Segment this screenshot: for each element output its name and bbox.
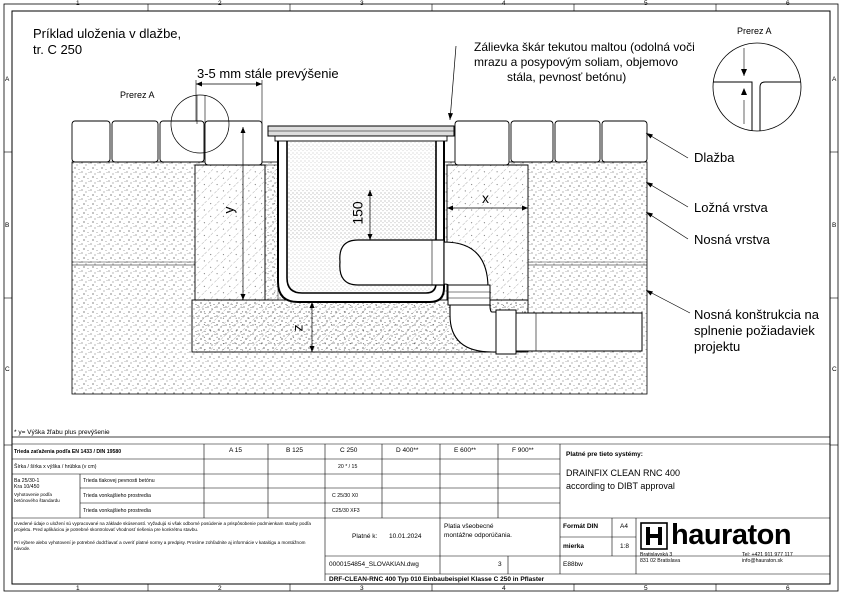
callout-bedding: Ložná vrstva xyxy=(694,200,768,215)
footnote: * y= Výška žľabu plus prevýšenie xyxy=(14,429,110,436)
eng-row-3-label: Trieda vonkajšieho prostredia xyxy=(83,508,151,514)
eng-row-3-value: C25/30 XF3 xyxy=(332,508,360,514)
row-label-c: C xyxy=(5,366,10,373)
width-row-value: 20 * / 15 xyxy=(338,464,358,470)
file-name: 0000154854_SLOVAKIAN.dwg xyxy=(329,561,419,568)
format-value: A4 xyxy=(620,523,628,530)
hauraton-logo: hauraton xyxy=(671,519,792,551)
eng-left-3: Vyhotovenie podľa betónového štandardu xyxy=(14,492,60,503)
column-label-1: 1 xyxy=(76,0,80,7)
column-label-4: 4 xyxy=(502,0,506,7)
column-label-1-bottom: 1 xyxy=(76,585,80,592)
row-label-c-right: C xyxy=(832,366,837,373)
column-label-2-bottom: 2 xyxy=(218,585,222,592)
dimension-x: x xyxy=(482,190,489,206)
section-label-right: Prerez A xyxy=(737,26,772,36)
row-label-a-right: A xyxy=(832,76,837,83)
eng-left-1: Ba 25/30-1 xyxy=(14,478,40,484)
row-label-b-right: B xyxy=(832,222,837,229)
language-code: E88bw xyxy=(563,561,583,568)
column-label-5: 5 xyxy=(644,0,648,7)
section-label-left: Prerez A xyxy=(120,90,155,100)
valid-systems-label: Platné pre tieto systémy: xyxy=(566,451,643,458)
eng-row-2-value: C 25/30 X0 xyxy=(332,493,358,499)
column-label-4-bottom: 4 xyxy=(502,585,506,592)
callout-subbase-line3: projektu xyxy=(694,339,741,354)
grout-note-line3: stála, pevnosť betónu) xyxy=(507,70,627,84)
drawing-title: DRF-CLEAN-RNC 400 Typ 010 Einbaubeispiel Klasse C 250 in Pflaster xyxy=(329,576,545,583)
rise-note: 3-5 mm stále prevýšenie xyxy=(197,66,339,81)
column-label-5-bottom: 5 xyxy=(644,585,648,592)
column-label-2: 2 xyxy=(218,0,222,7)
row-label-a: A xyxy=(5,76,10,83)
grout-note-line1: Zálievka škár tekutou maltou (odolná voči xyxy=(474,40,695,54)
row-label-b: B xyxy=(5,222,10,229)
column-label-3: 3 xyxy=(360,0,364,7)
load-class-header: Trieda zaťaženia podľa EN 1433 / DIN 19580 xyxy=(14,449,122,455)
example-title-line2: tr. C 250 xyxy=(33,42,83,57)
email: info@hauraton.sk xyxy=(742,558,783,564)
eng-row-2-label: Trieda vonkajšieho prostredia xyxy=(83,493,151,499)
callout-subbase-line1: Nosná konštrukcia na xyxy=(694,307,820,322)
load-class-e600: E 600** xyxy=(454,447,477,454)
scale-value: 1:8 xyxy=(620,543,630,550)
load-class-d400: D 400** xyxy=(396,447,419,454)
disclaimer-p1: Uvedené údaje o uložení sú vypracované na základe skúseností. Vyžadujú si však odborné posúdenie a prispôsobenie podmienkam stavby podľa projektu. Pred aplikáciou je potrebné skontrolovať vhodnosť riešenia pre konkrétnu stavbu. xyxy=(14,521,311,532)
width-row-label: Šírka / šírka x výška / hrúbka (v cm) xyxy=(14,464,97,470)
phone: Tel: +421 911 977 117 xyxy=(742,552,793,558)
valid-general-line1: Platia všeobecné xyxy=(444,523,494,530)
load-class-c250: C 250 xyxy=(340,447,358,454)
date-value: 10.01.2024 xyxy=(389,533,422,540)
load-class-a15: A 15 xyxy=(229,447,243,454)
callout-subbase-line2: splnenie požiadaviek xyxy=(694,323,815,338)
format-label: Formát DIN xyxy=(563,523,599,530)
system-line1: DRAINFIX CLEAN RNC 400 xyxy=(566,468,681,478)
load-class-b125: B 125 xyxy=(286,447,303,454)
callout-base: Nosná vrstva xyxy=(694,232,770,247)
eng-left-2: Kra 10/450 xyxy=(14,484,40,490)
column-label-6-bottom: 6 xyxy=(786,585,790,592)
date-label: Platné k: xyxy=(352,533,378,540)
grout-note-line2: mrazu a posypovým soliam, objemovo xyxy=(474,55,679,69)
system-line2: according to DIBT approval xyxy=(566,481,675,491)
dimension-150: 150 xyxy=(349,201,366,225)
callout-paving: Dlažba xyxy=(694,150,735,165)
address-line1: Bratislavská 3 xyxy=(640,552,673,558)
address-line2: 831 02 Bratislava xyxy=(640,558,681,564)
example-title-line1: Príklad uloženia v dlažbe, xyxy=(33,26,182,41)
sheet-number: 3 xyxy=(498,561,502,568)
dimension-y: y xyxy=(220,206,237,214)
scale-label: mierka xyxy=(563,543,584,550)
load-class-f900: F 900** xyxy=(512,447,534,454)
valid-general-line2: montážne odporúčania. xyxy=(444,532,512,539)
column-label-3-bottom: 3 xyxy=(360,585,364,592)
disclaimer-p2: Pri výbere alebo vyhotovení je potrebné dodržiavať a overiť platné normy a predpisy. Prosíme zohľadnite aj informácie v katalógu a montážnom návode. xyxy=(14,540,306,551)
column-label-6: 6 xyxy=(786,0,790,7)
dimension-z: z xyxy=(289,324,306,332)
eng-row-1-label: Trieda tlakovej pevnosti betónu xyxy=(83,478,155,484)
